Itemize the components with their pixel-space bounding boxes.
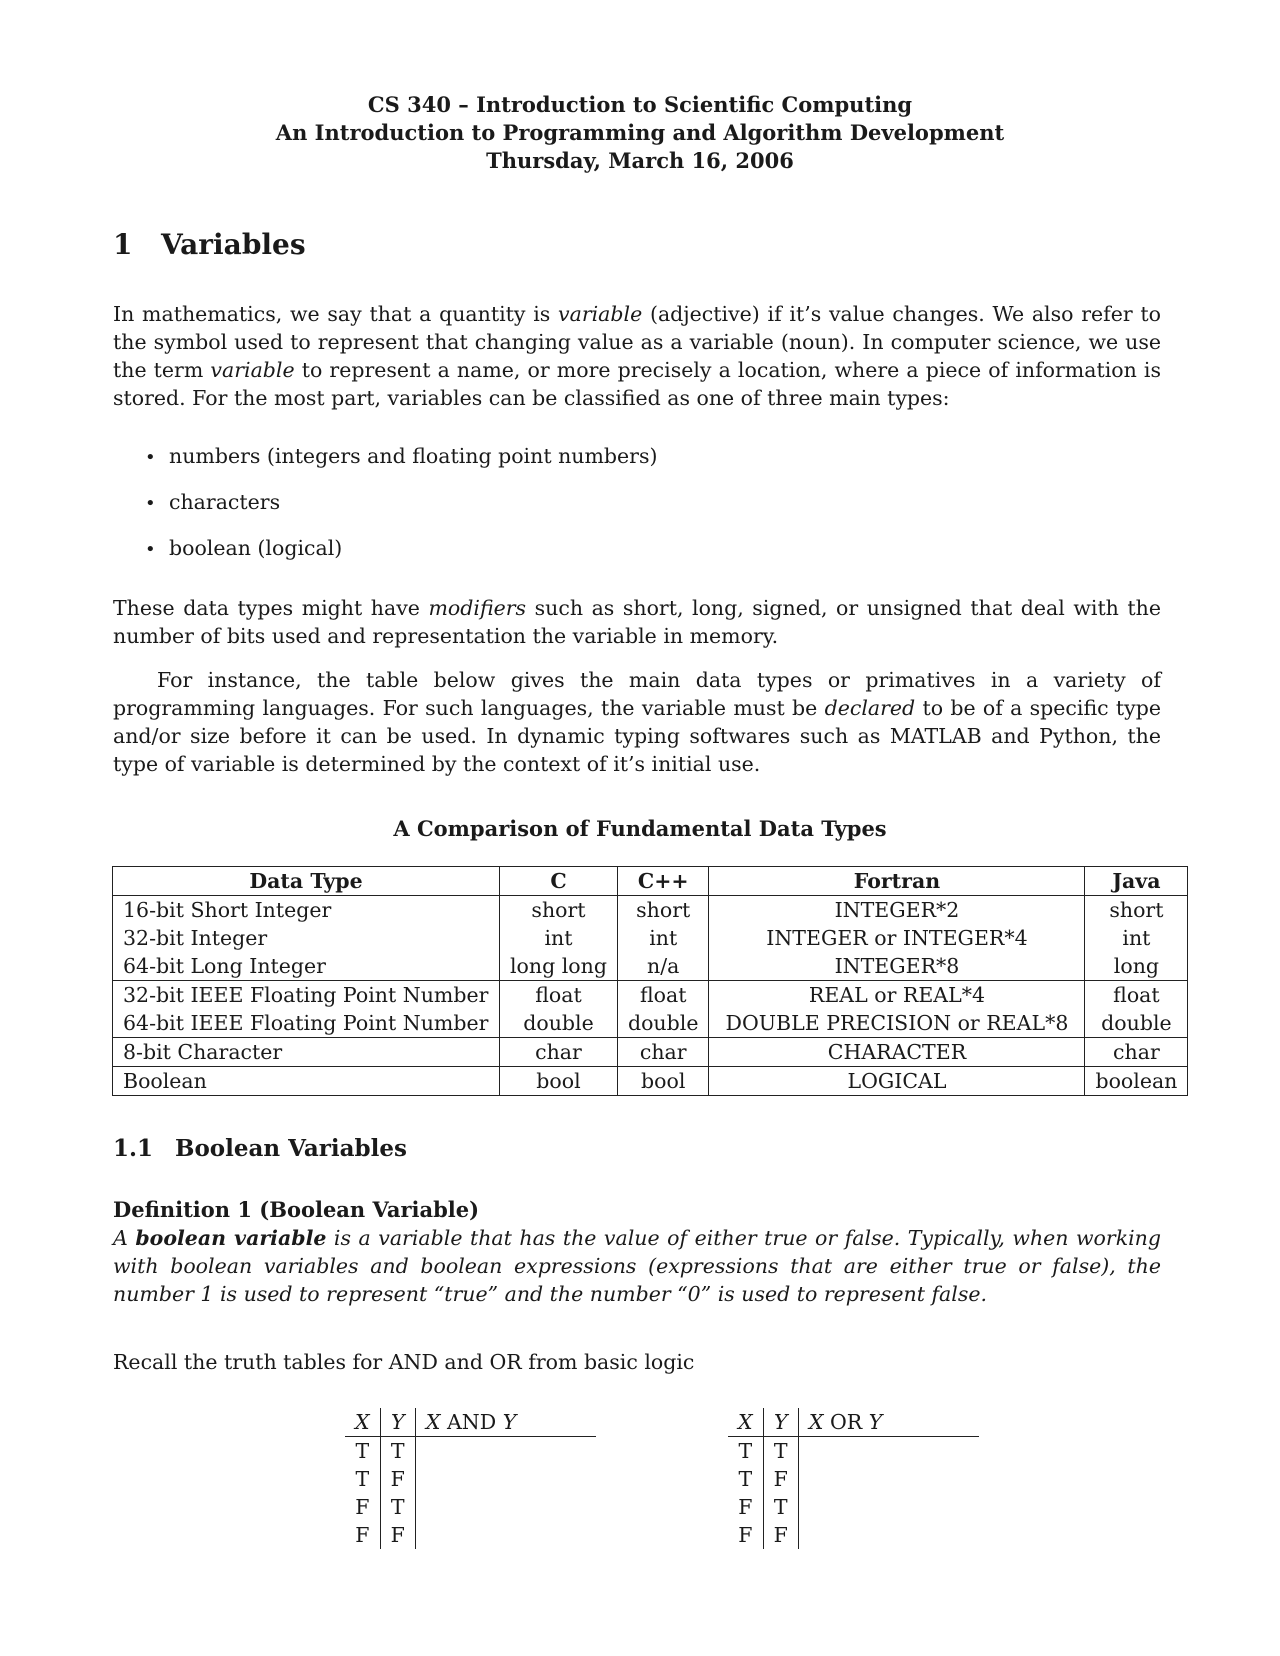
table-row — [113, 952, 1188, 981]
header-java: Java — [1085, 867, 1188, 896]
truth-row — [728, 1465, 979, 1493]
table-cell: float — [1085, 981, 1188, 1010]
types-list — [145, 442, 658, 580]
truth-header-row — [345, 1408, 596, 1437]
truth-cell: F — [763, 1521, 798, 1549]
table-cell: char — [1085, 1038, 1188, 1067]
and-truth-table — [345, 1408, 596, 1549]
header-c: C — [500, 867, 618, 896]
table-cell: double — [1085, 1009, 1188, 1038]
truth-cell: T — [380, 1437, 415, 1466]
truth-result-cell — [798, 1493, 979, 1521]
truth-result-cell — [415, 1465, 596, 1493]
table-intro-paragraph — [113, 666, 1161, 778]
table-cell: 32-bit IEEE Floating Point Number — [113, 981, 500, 1010]
text-run: to be of a specific type and/or size before it can be used. In dynamic typing softwares such as MATLAB and Python, the type of variable is determined by the context of it’s initial use. — [113, 696, 1161, 776]
truth-header-y: Y — [380, 1408, 415, 1437]
truth-row — [345, 1437, 596, 1466]
truth-cell: F — [380, 1521, 415, 1549]
text-run: In mathematics, we say that a quantity is — [113, 302, 559, 326]
text-run: X — [808, 1410, 824, 1434]
table-cell: bool — [617, 1067, 708, 1096]
list-item-text: boolean (logical) — [169, 536, 343, 560]
table-cell: bool — [500, 1067, 618, 1096]
text-run: to represent a name, or more precisely a location, where a piece of information is stored. For the most part, variables can be classified as one of three main types: — [113, 358, 1161, 410]
emphasis-text: declared — [824, 696, 916, 720]
modifiers-paragraph — [113, 594, 1161, 650]
table-row — [113, 1038, 1188, 1067]
table-cell: 64-bit IEEE Floating Point Number — [113, 1009, 500, 1038]
bullet-icon: • — [145, 447, 156, 468]
emphasis-text: variable — [558, 302, 643, 326]
table-cell: 64-bit Long Integer — [113, 952, 500, 981]
truth-row — [728, 1521, 979, 1549]
table-cell: short — [500, 896, 618, 925]
text-run: Y — [868, 1410, 883, 1434]
table-cell: LOGICAL — [709, 1067, 1085, 1096]
list-item — [145, 442, 658, 488]
course-title: CS 340 – Introduction to Scientific Computing — [367, 92, 913, 117]
subsection-title: Boolean Variables — [175, 1135, 407, 1162]
definition-body — [113, 1224, 1161, 1308]
header-data-type: Data Type — [113, 867, 500, 896]
list-item-text: numbers (integers and floating point numbers) — [169, 444, 658, 468]
table-cell: INTEGER*2 — [709, 896, 1085, 925]
table-row — [113, 1067, 1188, 1096]
truth-header-y: Y — [763, 1408, 798, 1437]
text-run: is a variable that has the value of either true or false. Typically, when working with boolean variables and boolean expressions (expressions that are either true or false), the number 1 is used to represent “true” and the number “0” is used to represent false. — [113, 1226, 1161, 1306]
truth-cell: T — [345, 1465, 380, 1493]
list-item — [145, 534, 658, 580]
table-cell: long long — [500, 952, 618, 981]
table-cell: float — [617, 981, 708, 1010]
text-run: A — [113, 1226, 136, 1250]
truth-cell: T — [728, 1465, 763, 1493]
table-cell: int — [617, 924, 708, 952]
recall-paragraph: Recall the truth tables for AND and OR from basic logic — [113, 1350, 695, 1374]
intro-paragraph — [113, 300, 1161, 412]
lecture-title: An Introduction to Programming and Algorithm Development — [275, 120, 1005, 145]
text-run: Y — [502, 1410, 517, 1434]
operator-text: OR — [829, 1410, 863, 1434]
defined-term: boolean variable — [135, 1226, 327, 1250]
bullet-icon: • — [145, 539, 156, 560]
subsection-number: 1.1 — [113, 1135, 154, 1162]
emphasis-text: modifiers — [428, 596, 527, 620]
data-types-table — [112, 866, 1188, 1096]
text-run: (adjective) if it’s value changes. We also refer to the symbol used to represent that changing value as a variable (noun). In computer science, we use the term — [113, 302, 1161, 382]
table-row — [113, 1009, 1188, 1038]
truth-cell: T — [763, 1493, 798, 1521]
truth-header-x: X — [345, 1408, 380, 1437]
table-cell: short — [1085, 896, 1188, 925]
truth-row — [728, 1493, 979, 1521]
list-item — [145, 488, 658, 534]
or-truth-table — [728, 1408, 979, 1549]
truth-header-x: X — [728, 1408, 763, 1437]
list-item-text: characters — [169, 490, 281, 514]
section-number: 1 — [113, 228, 133, 261]
truth-result-cell — [415, 1437, 596, 1466]
table-row — [113, 981, 1188, 1010]
table-row — [113, 924, 1188, 952]
table-cell: int — [1085, 924, 1188, 952]
section-title: Variables — [161, 228, 306, 261]
truth-cell: T — [380, 1493, 415, 1521]
table-cell: float — [500, 981, 618, 1010]
truth-cell: F — [728, 1521, 763, 1549]
truth-cell: F — [763, 1465, 798, 1493]
section-heading — [113, 228, 306, 262]
truth-row — [345, 1465, 596, 1493]
truth-result-cell — [798, 1521, 979, 1549]
truth-row — [345, 1493, 596, 1521]
definition-title: Definition 1 (Boolean Variable) — [113, 1197, 480, 1222]
emphasis-text: variable — [210, 358, 295, 382]
bullet-icon: • — [145, 493, 156, 514]
truth-result-cell — [415, 1493, 596, 1521]
table-header-row — [113, 867, 1188, 896]
table-cell: long — [1085, 952, 1188, 981]
truth-header-result — [415, 1408, 596, 1437]
table-cell: INTEGER or INTEGER*4 — [709, 924, 1085, 952]
table-cell: double — [500, 1009, 618, 1038]
table-caption: A Comparison of Fundamental Data Types — [393, 816, 887, 841]
table-cell: n/a — [617, 952, 708, 981]
table-cell: CHARACTER — [709, 1038, 1085, 1067]
truth-result-cell — [798, 1437, 979, 1466]
table-cell: boolean — [1085, 1067, 1188, 1096]
truth-row — [345, 1521, 596, 1549]
truth-cell: F — [345, 1493, 380, 1521]
table-cell: 32-bit Integer — [113, 924, 500, 952]
truth-cell: F — [380, 1465, 415, 1493]
truth-cell: F — [728, 1493, 763, 1521]
table-cell: short — [617, 896, 708, 925]
table-cell: 16-bit Short Integer — [113, 896, 500, 925]
text-run: X — [425, 1410, 441, 1434]
text-run: For instance, the table below gives the main data types or primatives in a variety of programming languages. For such languages, the variable must be — [113, 668, 1161, 720]
truth-header-row — [728, 1408, 979, 1437]
table-cell: 8-bit Character — [113, 1038, 500, 1067]
table-row — [113, 896, 1188, 925]
truth-row — [728, 1437, 979, 1466]
subsection-heading — [113, 1134, 407, 1164]
header-cpp: C++ — [617, 867, 708, 896]
truth-result-cell — [415, 1521, 596, 1549]
header-fortran: Fortran — [709, 867, 1085, 896]
table-cell: REAL or REAL*4 — [709, 981, 1085, 1010]
table-cell: char — [617, 1038, 708, 1067]
truth-cell: F — [345, 1521, 380, 1549]
text-run: such as short, long, signed, or unsigned that deal with the number of bits used and representation the variable in memory. — [113, 596, 1161, 648]
table-cell: char — [500, 1038, 618, 1067]
truth-cell: T — [763, 1437, 798, 1466]
truth-cell: T — [345, 1437, 380, 1466]
table-cell: DOUBLE PRECISION or REAL*8 — [709, 1009, 1085, 1038]
operator-text: AND — [446, 1410, 497, 1434]
lecture-date: Thursday, March 16, 2006 — [486, 148, 794, 173]
table-cell: int — [500, 924, 618, 952]
truth-result-cell — [798, 1465, 979, 1493]
truth-header-result — [798, 1408, 979, 1437]
table-cell: Boolean — [113, 1067, 500, 1096]
table-cell: INTEGER*8 — [709, 952, 1085, 981]
table-cell: double — [617, 1009, 708, 1038]
truth-cell: T — [728, 1437, 763, 1466]
text-run: These data types might have — [113, 596, 429, 620]
